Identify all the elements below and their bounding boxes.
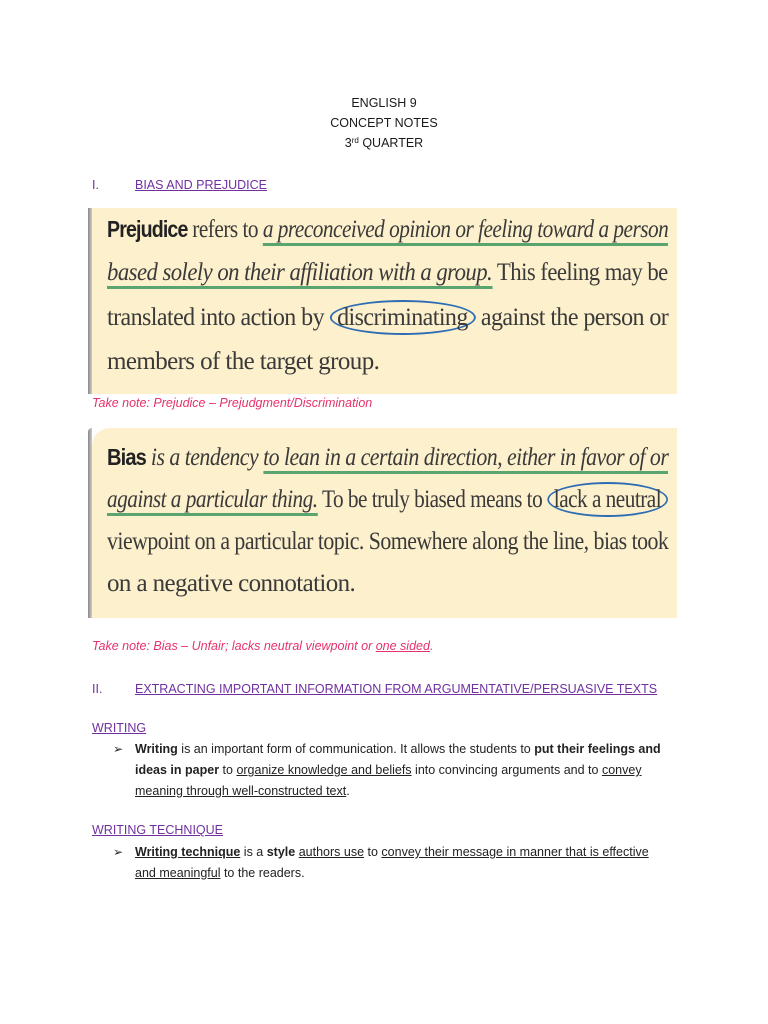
section-title: EXTRACTING IMPORTANT INFORMATION FROM ARGUMENTATIVE/PERSUASIVE TEXTS	[135, 682, 658, 696]
green-underline-phrase: against a particular thing.	[107, 486, 318, 516]
take-note-bias: Take note: Bias – Unfair; lacks neutral viewpoint or one sided.	[92, 639, 434, 653]
panel-line: Bias is a tendency to lean in a certain direction, either in favor of or	[107, 444, 668, 472]
panel-line: members of the target group.	[107, 348, 380, 375]
section-numeral: II.	[92, 682, 103, 696]
section-numeral: I.	[92, 178, 99, 192]
writing-technique-heading: WRITING TECHNIQUE	[92, 823, 224, 837]
bias-definition-image	[92, 428, 677, 618]
panel-edge	[88, 208, 92, 394]
panel-line: viewpoint on a particular topic. Somewhere along the line, bias took	[107, 528, 669, 555]
doc-header	[0, 93, 768, 153]
take-note-prejudice: Take note: Prejudice – Prejudgment/Discrimination	[92, 396, 373, 410]
green-underline-phrase: to lean in a certain direction, either in favor of or	[263, 444, 668, 474]
section-title: BIAS AND PREJUDICE	[135, 178, 267, 192]
writing-heading: WRITING	[92, 721, 147, 735]
panel-line: against a particular thing. To be truly biased means to lack a neutral	[107, 486, 668, 514]
quarter-label: 3rd QUARTER	[344, 136, 424, 150]
bullet-text: Writing technique is a style authors use to convey their message in manner that is effective and meaningful to the readers.	[135, 845, 649, 880]
arrow-bullet-icon: ➢	[113, 845, 124, 859]
panel-line: translated into action by discriminating against the person or	[107, 304, 668, 332]
green-underline-phrase: a preconceived opinion or feeling toward a person	[263, 216, 668, 246]
panel-line: based solely on their affiliation with a group. This feeling may be	[107, 259, 668, 287]
prejudice-definition-image	[92, 208, 677, 394]
technique-bullet	[113, 842, 673, 884]
panel-line: Prejudice refers to a preconceived opinion or feeling toward a person	[107, 216, 668, 244]
underlined-text: one sided	[375, 639, 430, 653]
term-bias: Bias	[107, 444, 146, 470]
panel-line: on a negative connotation.	[107, 570, 356, 597]
writing-bullet	[113, 739, 673, 802]
arrow-bullet-icon: ➢	[113, 742, 124, 756]
circled-word: discriminating	[329, 300, 475, 335]
green-underline-phrase: based solely on their affiliation with a group.	[107, 259, 492, 289]
circled-phrase: lack a neutral	[547, 482, 668, 517]
bullet-text: Writing is an important form of communication. It allows the students to put their feelings and ideas in paper to organize knowledge and beliefs into convincing arguments and to convey meaning through well-constructed text.	[135, 742, 661, 798]
subject-title: ENGLISH 9	[351, 96, 417, 110]
term-prejudice: Prejudice	[107, 216, 188, 242]
doc-subtitle: CONCEPT NOTES	[330, 116, 438, 130]
panel-edge	[88, 428, 92, 618]
